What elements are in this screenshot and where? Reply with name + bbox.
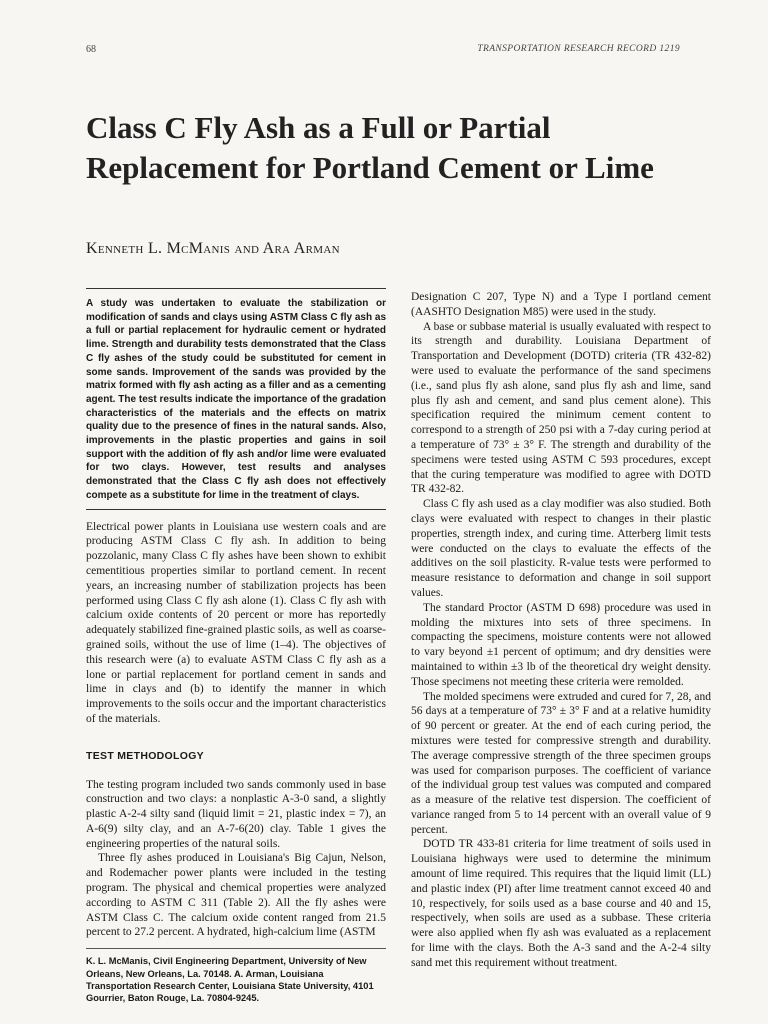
method-paragraph-1: The testing program included two sands commonly used in base construction and two clays: a nonplastic A-3-0 sand, a slightly plastic A-2-4 silty sand (liquid limit = 21, plastic index = 7), an A-6(9) silty clay, and an A-7-6(20) clay. Table 1 gives the engineering properties of the natural soils.: [86, 778, 386, 850]
right-paragraph-5: The molded specimens were extruded and cured for 7, 28, and 56 days at a temperature of 73° ± 3° F and at a relative humidity of 90 percent or greater. At the end of each curing period, the mixtures were tested for compressive strength and durability. The average compressive strength of the three specimen groups was used for comparison purposes. The coefficient of variance of the individual group test values was computed and compared as a measure of the relative test dispersion. The coefficient of variance ranged from 5 to 14 percent with an overall value of 9 percent.: [411, 690, 711, 836]
right-paragraph-3: Class C fly ash used as a clay modifier was also studied. Both clays were evaluated with respect to changes in their plastic properties, strength index, and curing time. Atterberg limit tests were conducted on the clays to evaluate the effects of the additives on the soil plasticity. R-value tests were performed to measure resistance to deformation and change in soil support values.: [411, 498, 711, 599]
abstract: A study was undertaken to evaluate the stabilization or modification of sands and clays using ASTM Class C fly ash as a full or partial replacement for hydraulic cement or hydrated lime. Strength and durability tests demonstrated that the Class C fly ashes of the study could be substituted for cement in some sands. Improvement of the sands was provided by the matrix formed with fly ash acting as a filler and as a cementing agent. The test results indicate the importance of the gradation characteristics of the materials and the effects on matrix quality due to the presence of fines in the natural sands. Also, improvements in the plastic properties and gains in soil support with the addition of fly ash and/or lime were evaluated for two clays. However, test results and analyses demonstrated that the Class C fly ash does not effectively compete as a substitute for lime in the treatment of clays.: [86, 298, 386, 501]
running-head: TRANSPORTATION RESEARCH RECORD 1219: [477, 44, 680, 54]
right-paragraph-1: Designation C 207, Type N) and a Type I portland cement (AASHTO Designation M85) were used in the study.: [411, 291, 711, 318]
abstract-box: [86, 288, 386, 510]
right-paragraph-6: DOTD TR 433-81 criteria for lime treatment of soils used in Louisiana highways were used to determine the minimum amount of lime required. This requires that the liquid limit (LL) and plastic index (PI) after lime treatment cannot exceed 40 and 10, respectively, for soils used as a base course and 40 and 15, respectively, when soils are used as a subbase. These criteria were also applied when fly ash was evaluated as a replacement for lime with the clays. Both the A-3 sand and the A-2-4 silty sand met this requirement without treatment.: [411, 838, 711, 969]
article-title: Class C Fly Ash as a Full or Partial Replacement for Portland Cement or Lime: [86, 110, 654, 185]
method-paragraph-2: Three fly ashes produced in Louisiana's Big Cajun, Nelson, and Rodemacher power plants were included in the testing program. The physical and chemical properties were analyzed according to ASTM C 311 (Table 2). All the fly ashes were ASTM Class C. The calcium oxide content ranged from 21.5 percent to 27.2 percent. A hydrated, high-calcium lime (ASTM: [86, 852, 386, 939]
left-column: [86, 288, 386, 1005]
author-affiliation-footnote: K. L. McManis, Civil Engineering Department, University of New Orleans, New Orleans, La. 70148. A. Arman, Louisiana Transportation Research Center, Louisiana State University, 4101 Gourrier, Baton Rouge, La. 70804-9245.: [86, 948, 386, 1005]
section-heading-test-methodology: TEST METHODOLOGY: [86, 749, 204, 762]
intro-paragraph: Electrical power plants in Louisiana use western coals and are producing ASTM Class C fly ash. In addition to being pozzolanic, many Class C fly ashes have been shown to exhibit cementitious properties similar to portland cement. In recent years, an increasing number of stabilization projects has been performed using Class C fly ash alone (1). Class C fly ash with calcium oxide contents of 20 percent or more has reportedly adequately stabilized fine-grained plastic soils, as well as coarse-grained soils, without the use of lime (1–4). The objectives of this research were (a) to evaluate ASTM Class C fly ash as a lone or partial replacement for portland cement in sands and lime in clays and (b) to identify the manner in which improvements to the soils occur and the important characteristics of the materials.: [86, 520, 386, 725]
right-column: [411, 290, 711, 971]
right-paragraph-4: The standard Proctor (ASTM D 698) procedure was used in molding the mixtures into sets of three specimens. In compacting the specimens, moisture contents were not allowed to vary beyond ±1 percent of optimum; and dry densities were maintained to within ±3 lb of the theoretical dry weight density. Those specimens not meeting these criteria were remolded.: [411, 601, 711, 688]
right-paragraph-2: A base or subbase material is usually evaluated with respect to its strength and durability. Louisiana Department of Transportation and Development (DOTD) criteria (TR 432-82) were used to evaluate the performance of the sand specimens (i.e., sand plus fly ash alone, sand plus fly ash and lime, sand plus fly ash and cement, and sand plus cement alone). This specification required the minimum cement content to correspond to a strength of 250 psi with a 7-day curing period at a temperature of 73° ± 3° F. The strength and durability of the specimens were tested using ASTM C 593 procedures, except that the curing temperature was modified to agree with DOTD TR 432-82.: [411, 320, 711, 496]
page-number: 68: [86, 44, 96, 55]
article-authors: Kenneth L. McManis and Ara Arman: [86, 240, 340, 257]
